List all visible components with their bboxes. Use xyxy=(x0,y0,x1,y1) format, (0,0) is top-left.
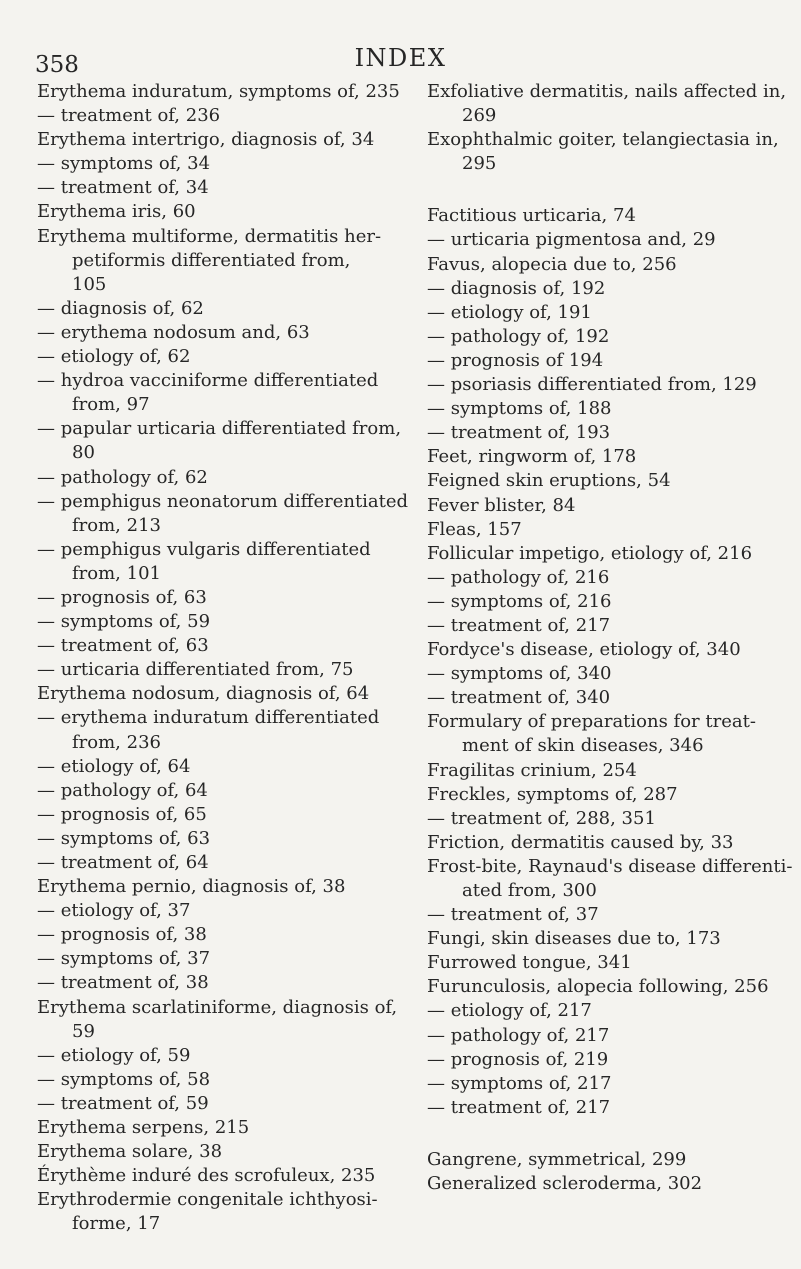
index-entry: — treatment of, 236 xyxy=(37,105,221,127)
index-entry: Erythema iris, 60 xyxy=(37,201,196,223)
index-entry: Freckles, symptoms of, 287 xyxy=(427,783,678,805)
index-entry: Exfoliative dermatitis, nails affected in, xyxy=(427,81,787,102)
index-entry: Furrowed tongue, 341 xyxy=(427,952,632,974)
index-entry: — treatment of, 59 xyxy=(37,1092,209,1114)
index-entry: — pathology of, 217 xyxy=(427,1024,610,1046)
page-number: 358 xyxy=(35,52,79,78)
index-entry: — symptoms of, 37 xyxy=(37,948,211,970)
index-entry: Erythema induratum, symptoms of, 235 xyxy=(37,81,400,102)
index-entry: — symptoms of, 34 xyxy=(37,153,211,175)
index-entry: Fordyce's disease, etiology of, 340 xyxy=(427,639,741,661)
index-entry: Erythema intertrigo, diagnosis of, 34 xyxy=(37,129,375,151)
index-entry: — prognosis of, 38 xyxy=(37,924,207,946)
index-entry: — etiology of, 62 xyxy=(37,346,191,368)
index-entry: Erythema solare, 38 xyxy=(37,1141,223,1163)
index-entry: — symptoms of, 58 xyxy=(37,1068,211,1090)
index-entry: — treatment of, 217 xyxy=(427,614,611,636)
index-entry: — pathology of, 192 xyxy=(427,325,610,347)
index-entry-continuation: from, 97 xyxy=(72,394,150,416)
index-entry: — treatment of, 340 xyxy=(427,687,611,709)
index-entry: Fungi, skin diseases due to, 173 xyxy=(427,928,721,950)
index-entry: — treatment of, 193 xyxy=(427,422,611,444)
letter-gap xyxy=(427,1120,787,1148)
index-entry: Formulary of preparations for treat- xyxy=(427,711,756,733)
index-entry: — treatment of, 63 xyxy=(37,635,209,657)
index-entry: Erythema pernio, diagnosis of, 38 xyxy=(37,876,346,898)
index-entry: — symptoms of, 59 xyxy=(37,611,211,633)
index-entry: Fragilitas crinium, 254 xyxy=(427,759,637,781)
index-entry: Fleas, 157 xyxy=(427,518,522,540)
index-entry: — psoriasis differentiated from, 129 xyxy=(427,374,757,396)
index-column-left xyxy=(37,80,413,1237)
index-entry: Factitious urticaria, 74 xyxy=(427,205,636,227)
index-entry: Gangrene, symmetrical, 299 xyxy=(427,1148,687,1170)
index-entry: — prognosis of, 63 xyxy=(37,586,207,608)
index-entry: — etiology of, 37 xyxy=(37,900,191,922)
index-entry: Feigned skin eruptions, 54 xyxy=(427,470,671,492)
index-entry: — pathology of, 216 xyxy=(427,566,610,588)
index-entry-continuation: from, 236 xyxy=(72,731,161,753)
index-entry-continuation: 269 xyxy=(462,105,497,127)
index-entry: — diagnosis of, 192 xyxy=(427,277,606,299)
index-entry: — treatment of, 38 xyxy=(37,972,209,994)
index-entry-continuation: 59 xyxy=(72,1020,95,1042)
index-entry-continuation: from, 101 xyxy=(72,562,161,584)
index-entry: — papular urticaria differentiated from, xyxy=(37,418,402,440)
index-entry: Erythema nodosum, diagnosis of, 64 xyxy=(37,683,370,705)
index-entry: — treatment of, 217 xyxy=(427,1096,611,1118)
index-entry: — treatment of, 37 xyxy=(427,904,599,926)
index-entry: — symptoms of, 63 xyxy=(37,827,211,849)
index-entry: — hydroa vacciniforme differentiated xyxy=(37,370,379,392)
index-entry: — pemphigus neonatorum differentiated xyxy=(37,490,409,512)
index-entry: — treatment of, 64 xyxy=(37,852,209,873)
index-entry: — erythema nodosum and, 63 xyxy=(37,321,310,343)
index-entry-continuation: 105 xyxy=(72,273,107,295)
index-entry: Erythema serpens, 215 xyxy=(37,1117,250,1139)
index-entry: Erythema scarlatiniforme, diagnosis of, xyxy=(37,996,398,1018)
index-entry: — prognosis of 194 xyxy=(427,349,604,371)
index-entry: Exophthalmic goiter, telangiectasia in, xyxy=(427,129,779,151)
index-entry-continuation: 295 xyxy=(462,153,497,175)
index-column-right xyxy=(427,80,793,1196)
index-entry: — urticaria differentiated from, 75 xyxy=(37,659,354,681)
index-entry: — prognosis of, 219 xyxy=(427,1048,609,1070)
index-entry: — diagnosis of, 62 xyxy=(37,297,204,319)
index-entry: — urticaria pigmentosa and, 29 xyxy=(427,229,716,251)
index-entry: — etiology of, 217 xyxy=(427,1000,592,1022)
index-entry: Feet, ringworm of, 178 xyxy=(427,446,637,468)
index-entry: — prognosis of, 65 xyxy=(37,803,207,825)
index-entry-continuation: 80 xyxy=(72,442,95,464)
index-entry: — pathology of, 64 xyxy=(37,779,208,801)
index-entry: Favus, alopecia due to, 256 xyxy=(427,253,677,275)
index-entry: Furunculosis, alopecia following, 256 xyxy=(427,976,769,998)
index-entry-continuation: ment of skin diseases, 346 xyxy=(462,735,704,757)
index-entry: — symptoms of, 216 xyxy=(427,590,612,612)
index-entry: — etiology of, 59 xyxy=(37,1044,191,1066)
running-head: INDEX xyxy=(354,44,447,72)
index-entry: Erythema multiforme, dermatitis her- xyxy=(37,225,382,247)
index-entry: — symptoms of, 188 xyxy=(427,398,612,420)
index-entry: — etiology of, 64 xyxy=(37,755,191,777)
index-entry: — pemphigus vulgaris differentiated xyxy=(37,538,371,560)
index-entry: — etiology of, 191 xyxy=(427,301,592,323)
index-entry: Friction, dermatitis caused by, 33 xyxy=(427,831,734,853)
index-entry: — treatment of, 34 xyxy=(37,177,209,199)
index-entry: — treatment of, 288, 351 xyxy=(427,807,656,829)
index-entry: — pathology of, 62 xyxy=(37,466,208,488)
index-entry: Generalized scleroderma, 302 xyxy=(427,1173,703,1195)
index-entry-continuation: petiformis differentiated from, xyxy=(72,249,351,271)
letter-gap xyxy=(427,176,787,204)
index-entry: Érythème induré des scrofuleux, 235 xyxy=(37,1165,376,1187)
index-entry-continuation: from, 213 xyxy=(72,514,161,536)
index-entry: Frost-bite, Raynaud's disease differenti- xyxy=(427,855,793,877)
index-entry: Fever blister, 84 xyxy=(427,494,576,516)
index-entry: — symptoms of, 217 xyxy=(427,1072,612,1094)
index-entry: — symptoms of, 340 xyxy=(427,663,612,685)
index-entry: Follicular impetigo, etiology of, 216 xyxy=(427,542,753,564)
index-entry: Erythrodermie congenitale ichthyosi- xyxy=(37,1189,378,1211)
index-entry-continuation: ated from, 300 xyxy=(462,880,597,901)
index-entry-continuation: forme, 17 xyxy=(72,1213,161,1235)
index-entry: — erythema induratum differentiated xyxy=(37,707,380,729)
